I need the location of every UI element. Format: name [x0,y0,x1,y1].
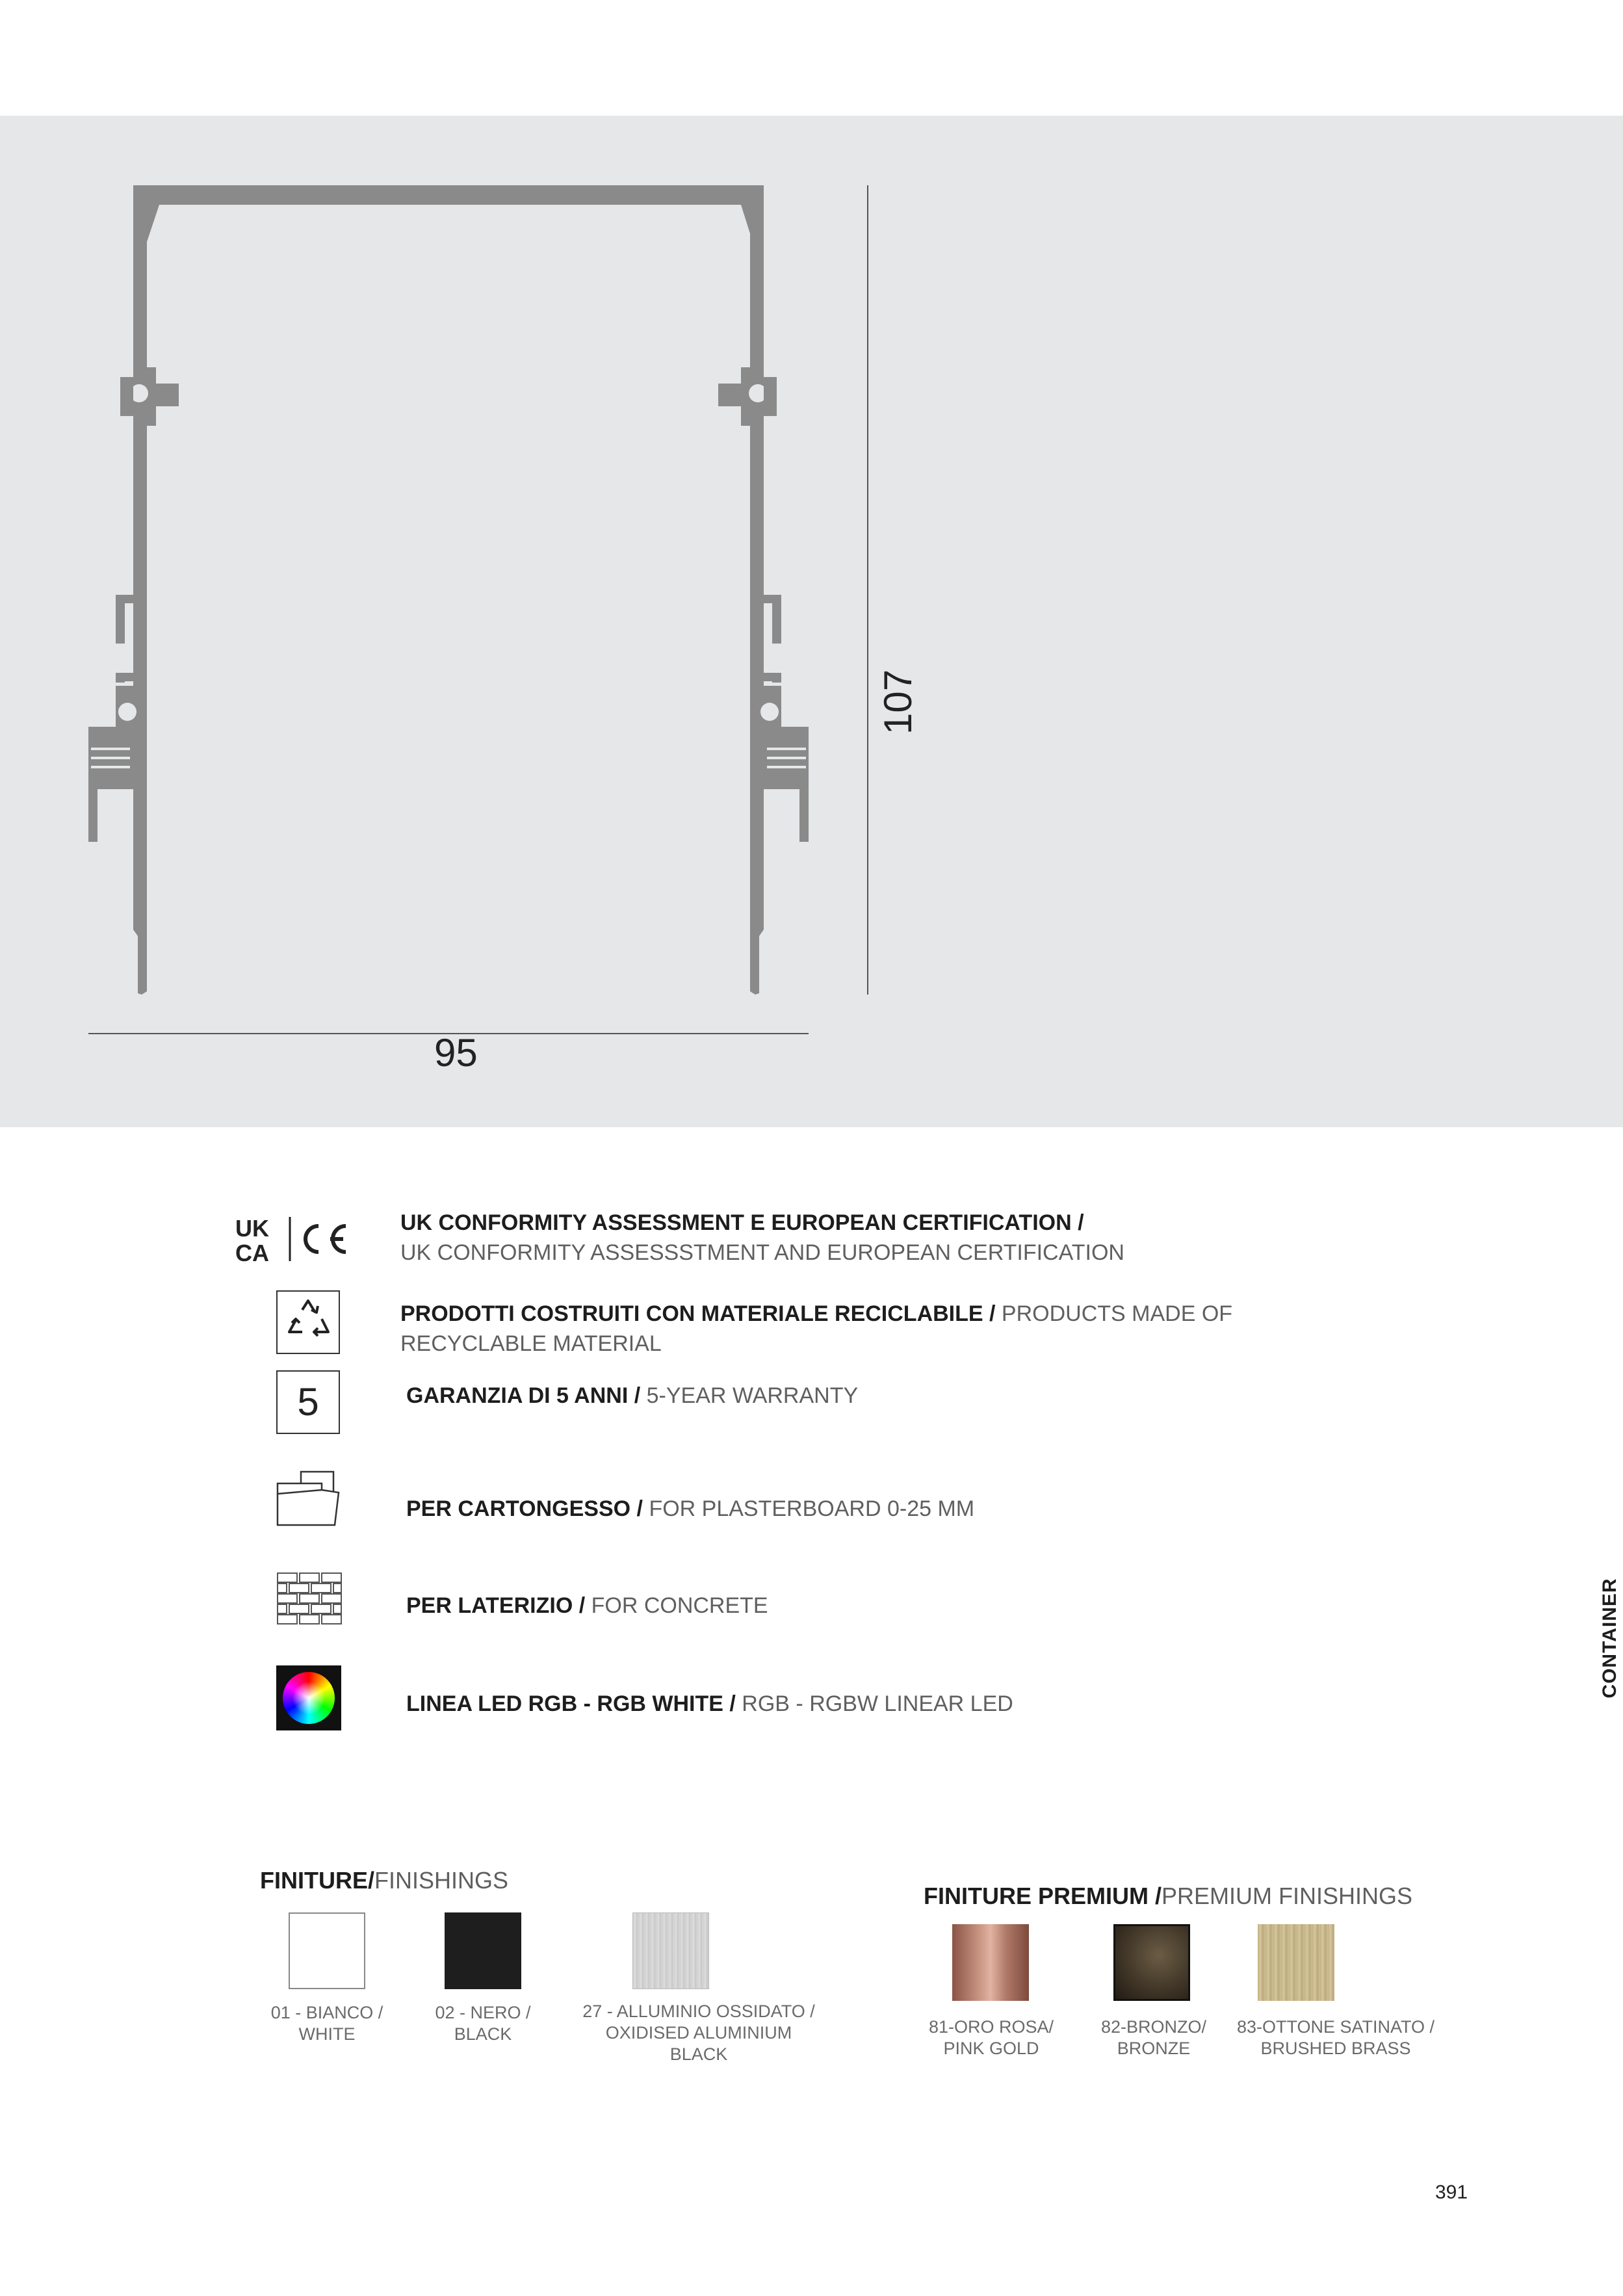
width-dimension-label: 95 [434,1031,478,1075]
serration-lines [91,749,806,767]
feature-recyclable [400,1299,1343,1359]
swatch-oxidised-aluminium-label: 27 - ALLUMINIO OSSIDATO / OXIDISED ALUMINIUM BLACK [582,2002,815,2064]
finishings-heading-bold: FINITURE/ [260,1867,374,1894]
finishings-heading-light: FINISHINGS [374,1867,509,1894]
feature-warranty-light: 5-YEAR WARRANTY [646,1383,859,1408]
premium-heading-light: PREMIUM FINISHINGS [1162,1883,1413,1909]
profile-section [88,185,764,995]
feature-concrete-bold: PER LATERIZIO / [406,1593,586,1618]
swatch-black [445,1912,521,1989]
svg-text:UK: UK [235,1215,269,1242]
feature-rgb-led-bold: LINEA LED RGB - RGB WHITE / [406,1691,736,1716]
page-number: 391 [1435,2182,1468,2203]
swatch-white-label: 01 - BIANCO / WHITE [270,2003,383,2044]
feature-recyclable-light: PRODUCTS MADE OF RECYCLABLE MATERIAL [400,1301,1233,1356]
swatch-pink-gold-label: 81-ORO ROSA/ PINK GOLD [928,2017,1054,2058]
profile-section-drawing [0,116,1623,1127]
recycle-icon [276,1290,340,1354]
feature-rgb-led [406,1689,1349,1719]
feature-certification-light: UK CONFORMITY ASSESSSTMENT AND EUROPEAN CERTIFICATION [400,1240,1124,1265]
premium-heading-bold: FINITURE PREMIUM / [924,1883,1162,1909]
finishings-heading [260,1866,508,1895]
feature-recyclable-bold: PRODOTTI COSTRUITI CON MATERIALE RECICLABILE / [400,1301,996,1326]
swatch-oxidised-aluminium [632,1912,709,1989]
feature-plasterboard-light: FOR PLASTERBOARD 0-25 MM [649,1496,975,1521]
feature-warranty-bold: GARANZIA DI 5 ANNI / [406,1383,641,1408]
swatch-pink-gold [952,1924,1029,2001]
feature-certification-bold: UK CONFORMITY ASSESSMENT E EUROPEAN CERTIFICATION / [400,1210,1084,1235]
feature-plasterboard [406,1494,1349,1524]
swatch-white [289,1912,365,1989]
premium-finishings-heading [924,1882,1412,1911]
feature-plasterboard-bold: PER CARTONGESSO / [406,1496,643,1521]
feature-concrete [406,1591,1349,1621]
technical-drawing-panel [0,116,1623,1127]
swatch-brushed-brass-label: 83-OTTONE SATINATO / BRUSHED BRASS [1236,2017,1435,2058]
rgb-color-wheel-icon [276,1665,341,1730]
section-side-label: CONTAINER [1599,1578,1620,1699]
warranty-5-icon: 5 [276,1370,340,1434]
swatch-black-label: 02 - NERO / BLACK [435,2003,531,2044]
profile-section-right [718,215,809,995]
svg-text:CA: CA [235,1240,269,1263]
swatch-bronze [1113,1924,1190,2001]
brick-wall-icon [276,1572,343,1626]
ukca-ce-mark-icon [235,1214,349,1263]
plasterboard-icon [276,1470,341,1526]
swatch-brushed-brass [1258,1924,1334,2001]
feature-warranty [406,1381,1349,1411]
feature-concrete-light: FOR CONCRETE [591,1593,768,1618]
swatch-bronze-label: 82-BRONZO/ BRONZE [1100,2017,1207,2058]
height-dimension-label: 107 [876,669,920,735]
feature-rgb-led-light: RGB - RGBW LINEAR LED [742,1691,1013,1716]
feature-certification [400,1208,1343,1268]
